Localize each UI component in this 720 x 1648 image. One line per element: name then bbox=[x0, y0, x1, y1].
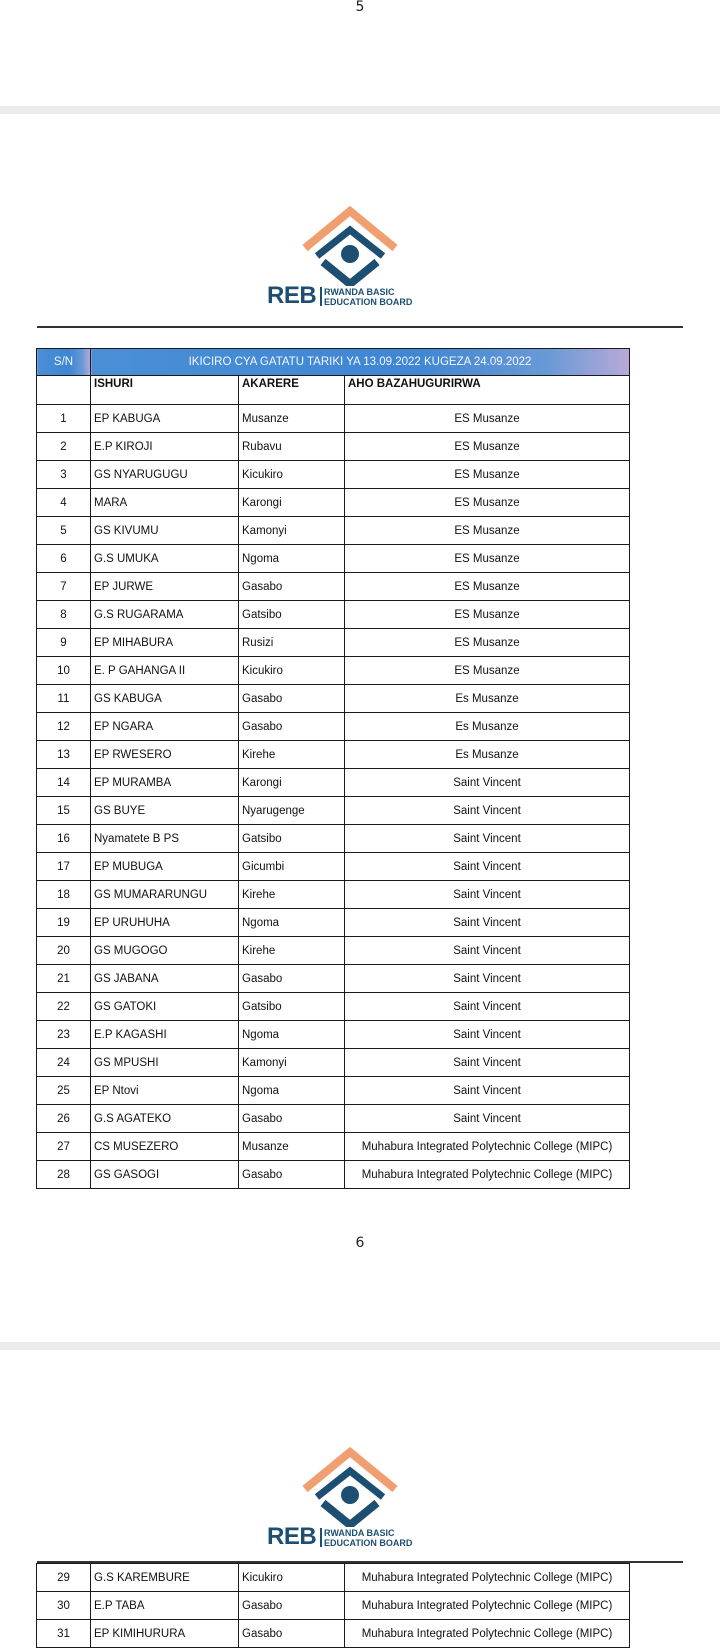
destination-cell: ES Musanze bbox=[345, 573, 630, 601]
sn-cell: 5 bbox=[37, 517, 91, 545]
table-row bbox=[37, 1620, 630, 1648]
sn-cell: 13 bbox=[37, 741, 91, 769]
school-cell: GS KABUGA bbox=[91, 685, 239, 713]
school-cell: G.S RUGARAMA bbox=[91, 601, 239, 629]
destination-cell: ES Musanze bbox=[345, 545, 630, 573]
school-cell: GS MPUSHI bbox=[91, 1049, 239, 1077]
school-cell: CS MUSEZERO bbox=[91, 1133, 239, 1161]
school-cell: E.P KIROJI bbox=[91, 433, 239, 461]
district-cell: Gicumbi bbox=[239, 853, 345, 881]
district-cell: Rubavu bbox=[239, 433, 345, 461]
table-row bbox=[37, 657, 630, 685]
table-row bbox=[37, 1592, 630, 1620]
school-cell: G.S AGATEKO bbox=[91, 1105, 239, 1133]
table-row bbox=[37, 741, 630, 769]
district-cell: Musanze bbox=[239, 1133, 345, 1161]
destination-cell: Muhabura Integrated Polytechnic College (MIPC) bbox=[345, 1161, 630, 1189]
table-row bbox=[37, 825, 630, 853]
sn-cell: 2 bbox=[37, 433, 91, 461]
sn-cell: 29 bbox=[37, 1564, 91, 1592]
page-separator bbox=[0, 1342, 720, 1350]
header-rule bbox=[37, 326, 683, 328]
sn-cell: 16 bbox=[37, 825, 91, 853]
table-row bbox=[37, 489, 630, 517]
destination-cell: ES Musanze bbox=[345, 517, 630, 545]
sn-cell: 23 bbox=[37, 1021, 91, 1049]
table-row bbox=[37, 601, 630, 629]
destination-cell: Es Musanze bbox=[345, 685, 630, 713]
school-cell: E. P GAHANGA II bbox=[91, 657, 239, 685]
logo-acronym: REB bbox=[267, 1523, 317, 1550]
school-cell: Nyamatete B PS bbox=[91, 825, 239, 853]
destination-cell: ES Musanze bbox=[345, 489, 630, 517]
school-cell: EP MIHABURA bbox=[91, 629, 239, 657]
sn-cell: 12 bbox=[37, 713, 91, 741]
destination-cell: Muhabura Integrated Polytechnic College (MIPC) bbox=[345, 1592, 630, 1620]
sn-cell: 17 bbox=[37, 853, 91, 881]
district-cell: Gasabo bbox=[239, 1161, 345, 1189]
destination-cell: ES Musanze bbox=[345, 657, 630, 685]
table-row bbox=[37, 685, 630, 713]
table-row bbox=[37, 1077, 630, 1105]
sn-cell: 1 bbox=[37, 405, 91, 433]
destination-cell: ES Musanze bbox=[345, 601, 630, 629]
school-cell: E.P TABA bbox=[91, 1592, 239, 1620]
destination-cell: Muhabura Integrated Polytechnic College (MIPC) bbox=[345, 1620, 630, 1648]
destination-cell: Saint Vincent bbox=[345, 1077, 630, 1105]
sn-cell: 28 bbox=[37, 1161, 91, 1189]
sn-cell: 10 bbox=[37, 657, 91, 685]
page-number-top: 5 bbox=[355, 0, 365, 15]
table-row bbox=[37, 1105, 630, 1133]
table-row bbox=[37, 1021, 630, 1049]
destination-cell: Saint Vincent bbox=[345, 993, 630, 1021]
school-cell: GS BUYE bbox=[91, 797, 239, 825]
schools-table bbox=[36, 348, 630, 1189]
table-row bbox=[37, 713, 630, 741]
destination-cell: Saint Vincent bbox=[345, 797, 630, 825]
table-row bbox=[37, 909, 630, 937]
school-cell: EP RWESERO bbox=[91, 741, 239, 769]
school-cell: GS MUMARARUNGU bbox=[91, 881, 239, 909]
destination-cell: Saint Vincent bbox=[345, 965, 630, 993]
destination-cell: Saint Vincent bbox=[345, 909, 630, 937]
school-cell: EP JURWE bbox=[91, 573, 239, 601]
page-number-middle: 6 bbox=[355, 1235, 365, 1251]
school-cell: GS JABANA bbox=[91, 965, 239, 993]
district-cell: Gasabo bbox=[239, 965, 345, 993]
sn-cell: 18 bbox=[37, 881, 91, 909]
school-cell: EP MURAMBA bbox=[91, 769, 239, 797]
school-header: ISHURI bbox=[91, 376, 239, 405]
column-header-row bbox=[37, 376, 630, 405]
district-cell: Musanze bbox=[239, 405, 345, 433]
table-row bbox=[37, 1133, 630, 1161]
district-cell: Kicukiro bbox=[239, 657, 345, 685]
reb-emblem-icon bbox=[265, 206, 435, 286]
sn-cell: 7 bbox=[37, 573, 91, 601]
table-row bbox=[37, 769, 630, 797]
table-title: IKICIRO CYA GATATU TARIKI YA 13.09.2022 KUGEZA 24.09.2022 bbox=[91, 349, 630, 376]
district-cell: Gasabo bbox=[239, 1105, 345, 1133]
district-cell: Karongi bbox=[239, 769, 345, 797]
destination-cell: Saint Vincent bbox=[345, 1049, 630, 1077]
destination-header: AHO BAZAHUGURIRWA bbox=[345, 376, 630, 405]
district-cell: Gasabo bbox=[239, 1620, 345, 1648]
destination-cell: Saint Vincent bbox=[345, 881, 630, 909]
destination-cell: Muhabura Integrated Polytechnic College (MIPC) bbox=[345, 1564, 630, 1592]
school-cell: EP Ntovi bbox=[91, 1077, 239, 1105]
district-cell: Gasabo bbox=[239, 573, 345, 601]
sn-cell: 4 bbox=[37, 489, 91, 517]
school-cell: EP KIMIHURURA bbox=[91, 1620, 239, 1648]
school-cell: G.S UMUKA bbox=[91, 545, 239, 573]
district-cell: Kicukiro bbox=[239, 461, 345, 489]
school-cell: GS KIVUMU bbox=[91, 517, 239, 545]
school-cell: EP NGARA bbox=[91, 713, 239, 741]
sn-cell: 3 bbox=[37, 461, 91, 489]
table-row bbox=[37, 881, 630, 909]
destination-cell: Muhabura Integrated Polytechnic College (MIPC) bbox=[345, 1133, 630, 1161]
table-row bbox=[37, 629, 630, 657]
destination-cell: Saint Vincent bbox=[345, 769, 630, 797]
district-cell: Gatsibo bbox=[239, 601, 345, 629]
table-row bbox=[37, 965, 630, 993]
logo-acronym: REB bbox=[267, 282, 317, 309]
sn-cell: 20 bbox=[37, 937, 91, 965]
district-cell: Rusizi bbox=[239, 629, 345, 657]
school-cell: GS GASOGI bbox=[91, 1161, 239, 1189]
sn-cell: 21 bbox=[37, 965, 91, 993]
table-row bbox=[37, 1049, 630, 1077]
district-cell: Gatsibo bbox=[239, 825, 345, 853]
district-cell: Ngoma bbox=[239, 545, 345, 573]
destination-cell: Es Musanze bbox=[345, 741, 630, 769]
table-row bbox=[37, 1564, 630, 1592]
district-cell: Ngoma bbox=[239, 1021, 345, 1049]
destination-cell: Es Musanze bbox=[345, 713, 630, 741]
sn-cell: 15 bbox=[37, 797, 91, 825]
table-row bbox=[37, 797, 630, 825]
table-row bbox=[37, 937, 630, 965]
reb-emblem-icon bbox=[265, 1447, 435, 1527]
sn-header: S/N bbox=[37, 349, 91, 376]
destination-cell: ES Musanze bbox=[345, 405, 630, 433]
sn-cell: 8 bbox=[37, 601, 91, 629]
district-cell: Gasabo bbox=[239, 713, 345, 741]
sn-cell: 11 bbox=[37, 685, 91, 713]
table-title-row bbox=[37, 349, 630, 376]
sn-cell: 24 bbox=[37, 1049, 91, 1077]
schools-table-continued bbox=[36, 1563, 630, 1648]
destination-cell: Saint Vincent bbox=[345, 825, 630, 853]
district-cell: Gasabo bbox=[239, 685, 345, 713]
district-cell: Nyarugenge bbox=[239, 797, 345, 825]
school-cell: G.S KAREMBURE bbox=[91, 1564, 239, 1592]
sn-cell: 27 bbox=[37, 1133, 91, 1161]
school-cell: EP MUBUGA bbox=[91, 853, 239, 881]
destination-cell: ES Musanze bbox=[345, 461, 630, 489]
logo-name: RWANDA BASIC EDUCATION BOARD bbox=[324, 1528, 413, 1548]
table-row bbox=[37, 405, 630, 433]
destination-cell: Saint Vincent bbox=[345, 1021, 630, 1049]
sn-cell: 31 bbox=[37, 1620, 91, 1648]
sn-cell: 26 bbox=[37, 1105, 91, 1133]
sn-cell: 22 bbox=[37, 993, 91, 1021]
sn-cell: 6 bbox=[37, 545, 91, 573]
district-cell: Ngoma bbox=[239, 909, 345, 937]
sn-cell: 14 bbox=[37, 769, 91, 797]
destination-cell: Saint Vincent bbox=[345, 853, 630, 881]
table-row bbox=[37, 993, 630, 1021]
district-cell: Kirehe bbox=[239, 741, 345, 769]
sn-cell: 25 bbox=[37, 1077, 91, 1105]
district-cell: Gasabo bbox=[239, 1592, 345, 1620]
district-cell: Ngoma bbox=[239, 1077, 345, 1105]
reb-logo bbox=[265, 206, 435, 310]
table-row bbox=[37, 517, 630, 545]
district-header: AKARERE bbox=[239, 376, 345, 405]
school-cell: GS MUGOGO bbox=[91, 937, 239, 965]
table-row bbox=[37, 433, 630, 461]
table-row bbox=[37, 573, 630, 601]
sn-cell: 9 bbox=[37, 629, 91, 657]
table-row bbox=[37, 461, 630, 489]
school-cell: GS NYARUGUGU bbox=[91, 461, 239, 489]
destination-cell: ES Musanze bbox=[345, 433, 630, 461]
district-cell: Kirehe bbox=[239, 937, 345, 965]
district-cell: Kicukiro bbox=[239, 1564, 345, 1592]
sn-cell: 30 bbox=[37, 1592, 91, 1620]
table-row bbox=[37, 1161, 630, 1189]
table-row bbox=[37, 545, 630, 573]
district-cell: Karongi bbox=[239, 489, 345, 517]
school-cell: EP KABUGA bbox=[91, 405, 239, 433]
school-cell: EP URUHUHA bbox=[91, 909, 239, 937]
logo-name: RWANDA BASIC EDUCATION BOARD bbox=[324, 287, 413, 307]
school-cell: E.P KAGASHI bbox=[91, 1021, 239, 1049]
school-cell: MARA bbox=[91, 489, 239, 517]
destination-cell: Saint Vincent bbox=[345, 937, 630, 965]
destination-cell: Saint Vincent bbox=[345, 1105, 630, 1133]
district-cell: Kamonyi bbox=[239, 517, 345, 545]
sn-cell: 19 bbox=[37, 909, 91, 937]
destination-cell: ES Musanze bbox=[345, 629, 630, 657]
district-cell: Kirehe bbox=[239, 881, 345, 909]
reb-logo bbox=[265, 1447, 435, 1551]
district-cell: Kamonyi bbox=[239, 1049, 345, 1077]
page-separator bbox=[0, 106, 720, 114]
district-cell: Gatsibo bbox=[239, 993, 345, 1021]
school-cell: GS GATOKI bbox=[91, 993, 239, 1021]
table-row bbox=[37, 853, 630, 881]
